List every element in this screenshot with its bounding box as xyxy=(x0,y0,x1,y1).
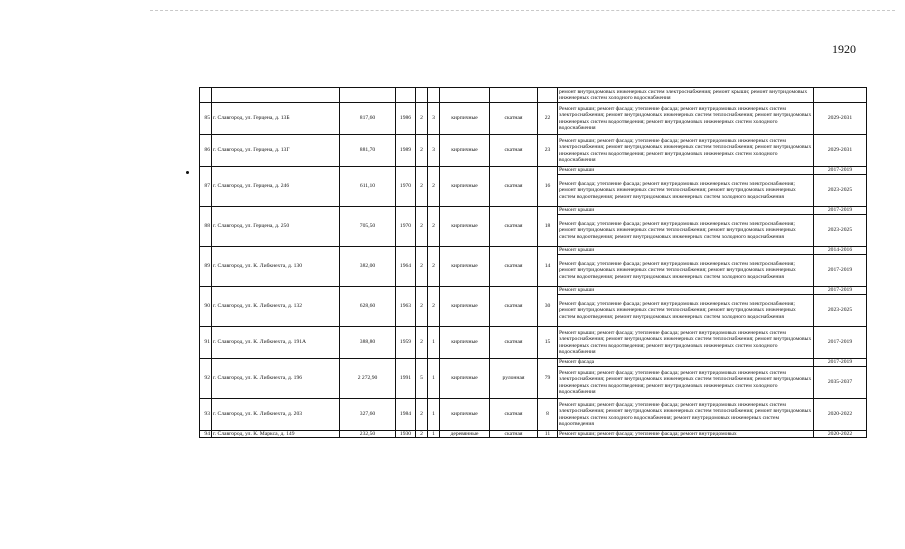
year-cell: 1970 xyxy=(396,207,416,247)
work-description: Ремонт фасада; утепление фасада; ремонт внутридомовых инженерных систем электроснабжения; ремонт внутридомовых инженерных систем теплоснабжения; ремонт внутридомовых инженерных систем водоотведения; ремонт внутридомовых инженерных систем холодного водоснабжения xyxy=(558,175,814,207)
roof-type-cell: скатная xyxy=(490,167,538,207)
area-cell: 705,50 xyxy=(340,207,396,247)
floors-cell: 2 xyxy=(416,399,428,431)
period-cell: 2017-2019 xyxy=(814,207,867,215)
address-cell: г. Славгород, ул. Герцена, д. 246 xyxy=(212,167,340,207)
address-cell: г. Славгород, ул. Герцена, д. 250 xyxy=(212,207,340,247)
area-cell: 611,10 xyxy=(340,167,396,207)
work-description: Ремонт фасада xyxy=(558,359,814,367)
roof-type-cell: скатная xyxy=(490,327,538,359)
roof-type-cell: скатная xyxy=(490,103,538,135)
entrances-cell: 2 xyxy=(428,167,440,207)
table-row xyxy=(200,103,867,135)
floors-cell: 2 xyxy=(416,431,428,438)
wall-material-cell: кирпичные xyxy=(440,167,490,207)
address-cell: г. Славгород, ул. К. Либкнехта, д. 191А xyxy=(212,327,340,359)
work-description: Ремонт крыши; ремонт фасада; утепление фасада; ремонт внутридомовых инженерных систем электроснабжения; ремонт внутридомовых инженерных систем теплоснабжения; ремонт внутридомовых инженерных систем водоотведения; ремонт внутридомовых инженерных систем холодного водоснабжения xyxy=(558,367,814,399)
table-row xyxy=(200,399,867,431)
entrances-cell: 1 xyxy=(428,327,440,359)
table-row xyxy=(200,327,867,359)
period-cell: 2017-2019 xyxy=(814,359,867,367)
table-row xyxy=(200,247,867,255)
work-description: Ремонт крыши xyxy=(558,287,814,295)
table-row xyxy=(200,287,867,295)
area-cell: 628,60 xyxy=(340,287,396,327)
table-row xyxy=(200,359,867,367)
period-cell: 2017-2019 xyxy=(814,167,867,175)
page-number: 1920 xyxy=(832,42,856,56)
year-cell: 1930 xyxy=(396,431,416,438)
margin-dot xyxy=(186,171,189,174)
year-cell: 1989 xyxy=(396,135,416,167)
year-cell: 1970 xyxy=(396,167,416,207)
row-number: 91 xyxy=(200,327,212,359)
residents-count-cell: 11 xyxy=(538,431,558,438)
residents-count-cell: 14 xyxy=(538,247,558,287)
wall-material-cell: кирпичные xyxy=(440,327,490,359)
wall-material-cell: кирпичные xyxy=(440,207,490,247)
period-cell: 2029-2031 xyxy=(814,135,867,167)
year-cell: 1964 xyxy=(396,247,416,287)
roof-type-cell: скатная xyxy=(490,287,538,327)
address-cell: г. Славгород, ул. К. Либкнехта, д. 130 xyxy=(212,247,340,287)
wall-material-cell: кирпичные xyxy=(440,247,490,287)
wall-material-cell: деревянные xyxy=(440,431,490,438)
period-cell: 2017-2019 xyxy=(814,287,867,295)
roof-type-cell: скатная xyxy=(490,135,538,167)
floors-cell: 2 xyxy=(416,287,428,327)
floors-cell: 2 xyxy=(416,103,428,135)
residents-count-cell: 16 xyxy=(538,167,558,207)
period-cell: 2020-2022 xyxy=(814,431,867,438)
roof-type-cell: скатная xyxy=(490,399,538,431)
period-cell: 2035-2037 xyxy=(814,367,867,399)
residents-count-cell: 8 xyxy=(538,399,558,431)
entrances-cell: 1 xyxy=(428,431,440,438)
row-number: 87 xyxy=(200,167,212,207)
period-cell: 2023-2025 xyxy=(814,295,867,327)
work-description: Ремонт крыши; ремонт фасада; утепление фасада; ремонт внутридомовых xyxy=(558,431,814,438)
period-cell: 2020-2022 xyxy=(814,399,867,431)
wall-material-cell: кирпичные xyxy=(440,135,490,167)
year-cell: 1984 xyxy=(396,399,416,431)
floors-cell: 2 xyxy=(416,247,428,287)
table-row xyxy=(200,207,867,215)
row-number: 85 xyxy=(200,103,212,135)
residents-count-cell: 15 xyxy=(538,327,558,359)
address-cell: г. Славгород, ул. Герцена, д. 13Б xyxy=(212,103,340,135)
roof-type-cell: скатная xyxy=(490,247,538,287)
address-cell: г. Славгород, ул. К. Либкнехта, д. 196 xyxy=(212,359,340,399)
work-description: Ремонт крыши xyxy=(558,247,814,255)
work-description: Ремонт фасада; утепление фасада; ремонт внутридомовых инженерных систем электроснабжения; ремонт внутридомовых инженерных систем теплоснабжения; ремонт внутридомовых инженерных систем водоотведения; ремонт внутридомовых инженерных систем холодного водоснабжения xyxy=(558,255,814,287)
period-cell: 2023-2025 xyxy=(814,175,867,207)
roof-type-cell: рулонная xyxy=(490,359,538,399)
work-description: Ремонт фасада; утепление фасада; ремонт внутридомовых инженерных систем электроснабжения; ремонт внутридомовых инженерных систем теплоснабжения; ремонт внутридомовых инженерных систем водоотведения; ремонт внутридомовых инженерных систем холодного водоснабжения xyxy=(558,295,814,327)
row-number: 94 xyxy=(200,431,212,438)
wall-material-cell: кирпичные xyxy=(440,399,490,431)
row-number: 93 xyxy=(200,399,212,431)
roof-type-cell: скатная xyxy=(490,431,538,438)
area-cell: 388,80 xyxy=(340,327,396,359)
wall-material-cell: кирпичные xyxy=(440,287,490,327)
period-cell: 2023-2025 xyxy=(814,215,867,247)
work-description: Ремонт крыши; ремонт фасада; утепление фасада; ремонт внутридомовых инженерных систем электроснабжения; ремонт внутридомовых инженерных систем теплоснабжения; ремонт внутридомовых инженерных систем водоотведения; ремонт внутридомовых инженерных систем холодного водоснабжения xyxy=(558,327,814,359)
continuation-row xyxy=(200,88,867,103)
entrances-cell: 2 xyxy=(428,247,440,287)
row-number: 89 xyxy=(200,247,212,287)
housing-registry-table xyxy=(199,87,867,438)
floors-cell: 2 xyxy=(416,167,428,207)
row-number: 88 xyxy=(200,207,212,247)
table-row xyxy=(200,431,867,438)
wall-material-cell: кирпичные xyxy=(440,103,490,135)
period-cell: 2017-2019 xyxy=(814,327,867,359)
table-row xyxy=(200,167,867,175)
period-cell: 2017-2019 xyxy=(814,255,867,287)
area-cell: 382,00 xyxy=(340,247,396,287)
year-cell: 1986 xyxy=(396,103,416,135)
residents-count-cell: 18 xyxy=(538,207,558,247)
entrances-cell: 2 xyxy=(428,207,440,247)
entrances-cell: 1 xyxy=(428,399,440,431)
period-cell: 2029-2031 xyxy=(814,103,867,135)
residents-count-cell: 30 xyxy=(538,287,558,327)
work-description: Ремонт крыши; ремонт фасада; утепление фасада; ремонт внутридомовых инженерных систем электроснабжения; ремонт внутридомовых инженерных систем теплоснабжения; ремонт внутридомовых инженерных систем водоотведения; ремонт внутридомовых инженерных систем холодного водоснабжения xyxy=(558,103,814,135)
row-number: 86 xyxy=(200,135,212,167)
year-cell: 1959 xyxy=(396,327,416,359)
entrances-cell: 1 xyxy=(428,359,440,399)
work-description: Ремонт крыши; ремонт фасада; утепление фасада; ремонт внутридомовых инженерных систем электроснабжения; ремонт внутридомовых инженерных систем теплоснабжения; ремонт внутридомовых инженерных систем водоотведения; ремонт внутридомовых инженерных систем холодного водоснабжения xyxy=(558,135,814,167)
work-description: ремонт внутридомовых инженерных систем электроснабжения; ремонт крыши; ремонт внутридомовых инженерных систем холодного водоснабжения xyxy=(558,88,814,103)
area-cell: 232,50 xyxy=(340,431,396,438)
address-cell: г. Славгород, ул. К. Либкнехта, д. 132 xyxy=(212,287,340,327)
work-description: Ремонт фасада; утепление фасада; ремонт внутридомовых инженерных систем электроснабжения; ремонт внутридомовых инженерных систем теплоснабжения; ремонт внутридомовых инженерных систем водоотведения; ремонт внутридомовых инженерных систем холодного водоснабжения xyxy=(558,215,814,247)
period-cell: 2014-2016 xyxy=(814,247,867,255)
scan-edge-line xyxy=(150,10,895,11)
entrances-cell: 3 xyxy=(428,135,440,167)
row-number: 92 xyxy=(200,359,212,399)
entrances-cell: 2 xyxy=(428,287,440,327)
floors-cell: 2 xyxy=(416,327,428,359)
address-cell: г. Славгород, ул. Герцена, д. 13Г xyxy=(212,135,340,167)
entrances-cell: 3 xyxy=(428,103,440,135)
area-cell: 881,70 xyxy=(340,135,396,167)
residents-count-cell: 22 xyxy=(538,103,558,135)
roof-type-cell: скатная xyxy=(490,207,538,247)
area-cell: 327,60 xyxy=(340,399,396,431)
row-number: 90 xyxy=(200,287,212,327)
year-cell: 1963 xyxy=(396,287,416,327)
floors-cell: 2 xyxy=(416,207,428,247)
work-description: Ремонт крыши xyxy=(558,167,814,175)
floors-cell: 2 xyxy=(416,135,428,167)
wall-material-cell: кирпичные xyxy=(440,359,490,399)
area-cell: 817,60 xyxy=(340,103,396,135)
residents-count-cell: 23 xyxy=(538,135,558,167)
work-description: Ремонт крыши; ремонт фасада; утепление фасада; ремонт внутридомовых инженерных систем электроснабжения; ремонт внутридомовых инженерных систем теплоснабжения; ремонт внутридомовых инженерных систем холодного водоснабжения; ремонт внутридомовых инженерных систем водоотведения xyxy=(558,399,814,431)
floors-cell: 5 xyxy=(416,359,428,399)
table-row xyxy=(200,135,867,167)
residents-count-cell: 79 xyxy=(538,359,558,399)
address-cell: г. Славгород, ул. К. Либкнехта, д. 203 xyxy=(212,399,340,431)
address-cell: г. Славгород, ул. К. Маркса, д. 149 xyxy=(212,431,340,438)
area-cell: 2 272,90 xyxy=(340,359,396,399)
year-cell: 1991 xyxy=(396,359,416,399)
work-description: Ремонт крыши xyxy=(558,207,814,215)
